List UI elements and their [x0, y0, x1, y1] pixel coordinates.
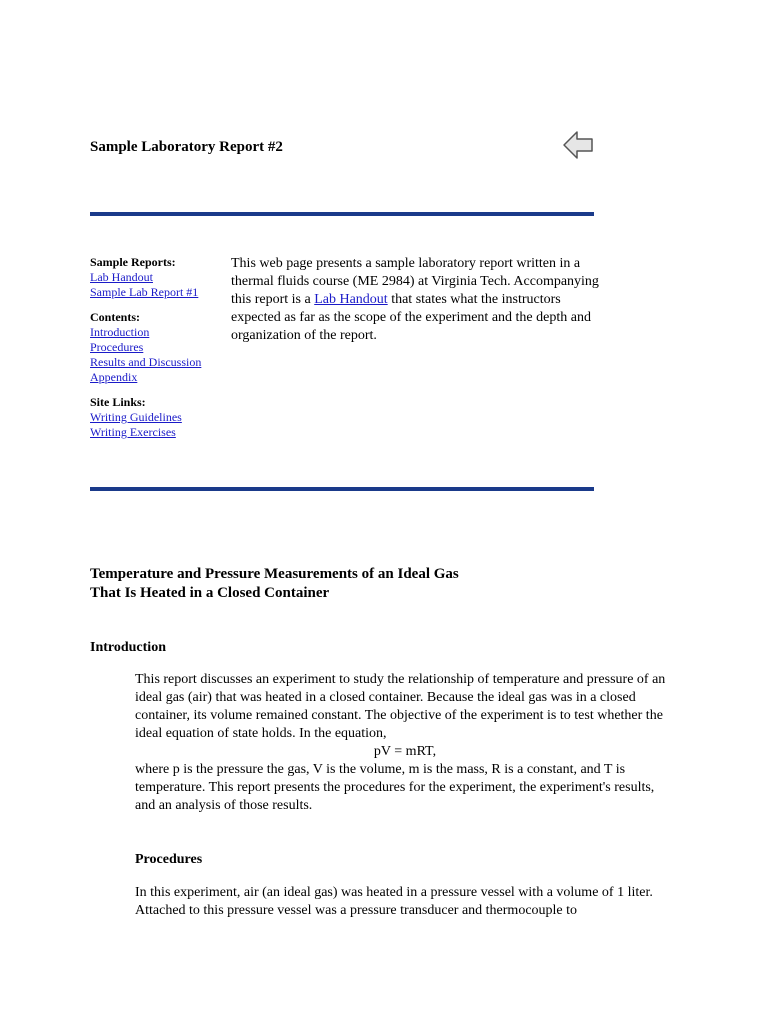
site-links-heading: Site Links:	[90, 395, 146, 409]
sidebar-link-appendix[interactable]: Appendix	[90, 370, 138, 384]
blurb-text-after: that states what the instructors expected as far as the scope of the experiment and the depth and organization of the report.	[231, 292, 591, 343]
introduction-text-before: This report discusses an experiment to study the relationship of temperature and pressure of an ideal gas (air) that was heated in a closed container. Because the ideal gas was in a closed container, its volume remained constant. The objective of the experiment is to test whether the ideal equation of state holds. In the equation,	[135, 672, 666, 741]
sample-reports-section	[90, 255, 225, 300]
sidebar-link-lab-handout[interactable]: Lab Handout	[90, 270, 153, 284]
ideal-gas-equation: pV = mRT,	[373, 744, 437, 759]
sidebar-link-procedures[interactable]: Procedures	[90, 340, 144, 354]
introduction-paragraph	[135, 671, 675, 815]
site-links-section	[90, 395, 225, 440]
report-title	[90, 565, 459, 603]
page-title: Sample Laboratory Report #2	[90, 139, 283, 155]
top-divider	[90, 212, 594, 216]
contents-section	[90, 310, 225, 385]
sidebar-link-results-discussion[interactable]: Results and Discussion	[90, 355, 202, 369]
procedures-paragraph: In this experiment, air (an ideal gas) was heated in a pressure vessel with a volume of 1 liter. Attached to this pressure vessel was a pressure transducer and thermocouple to	[135, 885, 653, 918]
blurb-text-before: This web page presents a sample laboratory report written in a thermal fluids course (ME 2984) at Virginia Tech. Accompanying this report is a	[231, 256, 599, 307]
introduction-heading: Introduction	[90, 640, 166, 655]
report-title-line-2: That Is Heated in a Closed Container	[90, 585, 330, 601]
bottom-divider	[90, 487, 594, 491]
intro-blurb	[231, 255, 601, 345]
report-title-line-1: Temperature and Pressure Measurements of an Ideal Gas	[90, 566, 459, 582]
back-arrow-icon[interactable]	[562, 129, 594, 161]
contents-heading: Contents:	[90, 310, 140, 324]
sidebar	[90, 255, 225, 450]
sidebar-link-writing-exercises[interactable]: Writing Exercises	[90, 425, 176, 439]
blurb-link-lab-handout[interactable]: Lab Handout	[314, 292, 388, 307]
sidebar-link-writing-guidelines[interactable]: Writing Guidelines	[90, 410, 182, 424]
sidebar-link-introduction[interactable]: Introduction	[90, 325, 150, 339]
procedures-heading: Procedures	[135, 852, 203, 867]
back-arrow-svg	[562, 129, 594, 161]
sample-reports-heading: Sample Reports:	[90, 255, 176, 269]
sidebar-link-sample-report-1[interactable]: Sample Lab Report #1	[90, 285, 199, 299]
introduction-text-after: where p is the pressure the gas, V is the volume, m is the mass, R is a constant, and T is temperature. This report presents the procedures for the experiment, the experiment's results, and an analysis of those results.	[135, 762, 655, 813]
